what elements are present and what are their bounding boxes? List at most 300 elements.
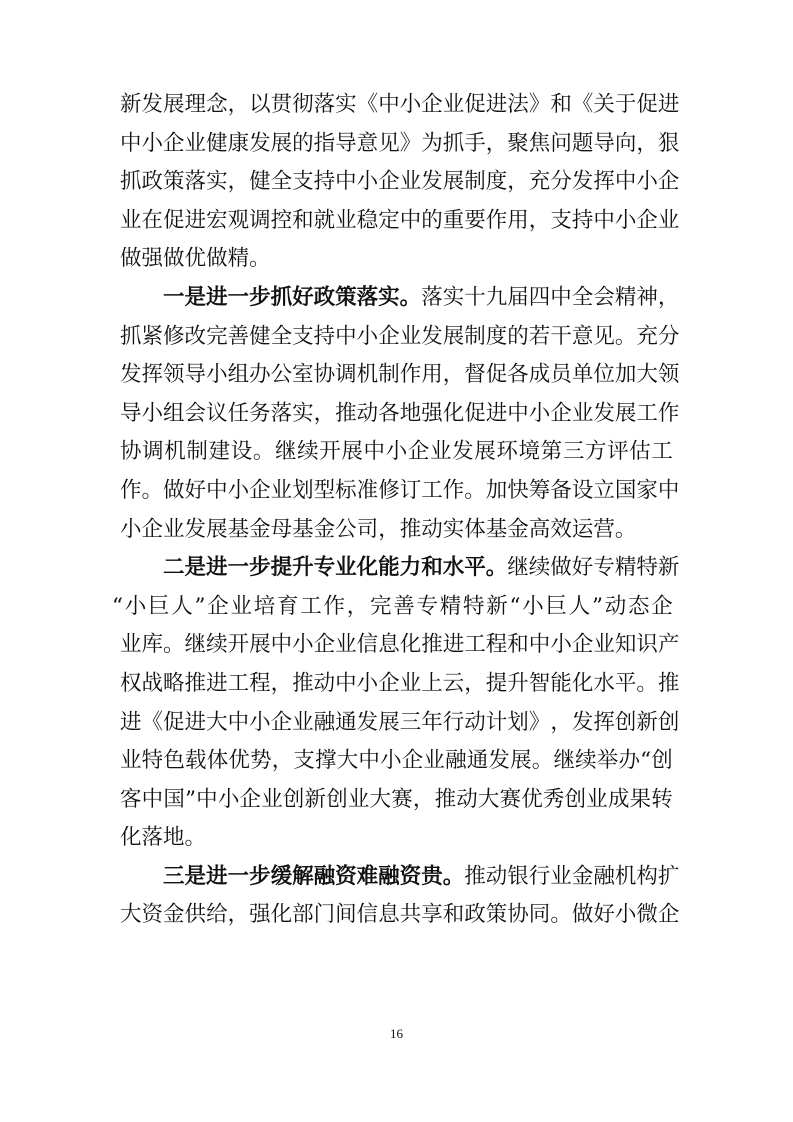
body-char: 继	[507, 555, 529, 581]
body-char: 指	[313, 130, 336, 156]
body-char: 见	[378, 130, 400, 156]
body-char: 好	[593, 902, 615, 928]
body-char: 评	[607, 439, 629, 465]
body-char: 专	[593, 555, 615, 581]
body-char: 精	[614, 284, 637, 310]
body-char: 给	[206, 902, 228, 928]
body-char: 聚	[507, 130, 529, 156]
body-char: 育	[276, 593, 299, 619]
body-char: 作	[485, 207, 508, 233]
body-char: 业	[335, 632, 357, 658]
body-char: ，	[464, 670, 486, 696]
body-char: 中	[206, 477, 228, 503]
body-char: 动	[485, 863, 508, 889]
body-char: 落	[270, 400, 293, 426]
body-char: 彻	[292, 92, 314, 117]
text-line	[120, 742, 673, 781]
body-char: 发	[120, 362, 142, 388]
body-char: 优	[228, 748, 250, 774]
body-char: 特	[141, 748, 164, 774]
heading-char: 专	[313, 555, 336, 581]
body-char: 企	[657, 902, 680, 928]
body-char: 金	[249, 516, 271, 542]
body-char: 促	[485, 362, 508, 388]
body-char: 创	[564, 786, 587, 812]
body-char: 和	[507, 632, 529, 658]
body-char: 地	[163, 825, 185, 851]
body-char: 四	[528, 284, 551, 310]
body-char: 。	[184, 825, 207, 851]
body-char: 共	[399, 902, 422, 928]
body-char: 举	[596, 748, 619, 774]
body-char: 中	[335, 169, 357, 195]
body-char: 载	[185, 748, 207, 774]
heading-char: 缓	[270, 863, 293, 889]
body-char: 做	[550, 555, 572, 581]
body-char: 家	[636, 477, 658, 503]
body-char: 分	[550, 169, 572, 195]
body-char: 基	[227, 516, 250, 542]
body-char: 继	[184, 632, 207, 658]
text-line	[120, 125, 680, 164]
body-char: 善	[227, 323, 250, 349]
body-char: 制	[186, 439, 208, 465]
body-char: 进	[657, 92, 680, 117]
body-char: 秀	[542, 786, 565, 812]
body-char: 强	[141, 246, 164, 272]
body-char: 云	[442, 670, 465, 696]
body-char: 地	[399, 400, 422, 426]
body-char: 机	[356, 362, 379, 388]
body-char: 企	[571, 632, 594, 658]
body-char: 精	[227, 246, 250, 272]
body-char: 全	[270, 169, 293, 195]
body-char: ，	[227, 169, 250, 195]
body-char: 业	[120, 748, 142, 774]
body-char: 重	[442, 207, 465, 233]
body-char: 小	[124, 593, 147, 619]
body-char: 中	[196, 786, 218, 812]
body-char: 成	[607, 786, 630, 812]
body-char: 强	[249, 902, 271, 928]
body-char: 中	[528, 632, 551, 658]
body-char: 。	[249, 246, 271, 272]
body-char: 产	[657, 632, 680, 658]
body-char: 划	[292, 477, 314, 503]
body-char: 分	[657, 323, 680, 349]
body-char: 发	[184, 516, 207, 542]
body-char: 巨	[147, 593, 170, 619]
body-char: 实	[206, 169, 228, 195]
body-char: 工	[227, 670, 250, 696]
body-char: 化	[120, 825, 142, 851]
body-char: 问	[550, 130, 572, 156]
heading-char: 。	[399, 284, 422, 310]
body-char: 略	[163, 670, 185, 696]
body-char: 成	[528, 362, 551, 388]
body-char: 促	[163, 709, 185, 735]
body-char: 组	[227, 362, 250, 388]
body-char: 作	[442, 477, 465, 503]
body-char: 室	[292, 362, 314, 388]
body-char: 年	[421, 709, 443, 735]
body-char: 供	[184, 902, 207, 928]
body-char: 抓	[120, 323, 142, 349]
body-char: 标	[335, 477, 357, 503]
body-char: 关	[593, 92, 615, 117]
body-char: 小	[292, 632, 314, 658]
body-char: 工	[300, 593, 322, 619]
body-char: ，	[442, 362, 465, 388]
body-char: 的	[507, 323, 529, 349]
body-char: 。	[614, 516, 637, 542]
body-char: 赛	[391, 786, 413, 812]
body-char: 三	[562, 439, 585, 465]
body-char: ，	[346, 593, 369, 619]
body-char: 抓	[442, 130, 465, 156]
body-char: 优	[184, 246, 207, 272]
body-char: 小	[217, 786, 240, 812]
body-char: 平	[614, 670, 637, 696]
body-char: 实	[442, 284, 465, 310]
body-char: 进	[485, 400, 508, 426]
body-char: 工	[636, 400, 658, 426]
heading-char: 是	[184, 863, 207, 889]
body-char: 展	[474, 439, 496, 465]
body-char: ”	[194, 593, 206, 619]
body-char: 小	[528, 400, 551, 426]
heading-char: 力	[399, 555, 422, 581]
body-char: 题	[571, 130, 594, 156]
body-char: 体	[464, 516, 486, 542]
body-char: 进	[485, 92, 508, 117]
body-char: 员	[550, 362, 572, 388]
body-char: 续	[206, 632, 228, 658]
text-line	[120, 626, 680, 665]
body-char: 小	[356, 670, 379, 696]
text-line	[120, 433, 673, 472]
body-char: 智	[528, 670, 551, 696]
body-char: 导	[335, 130, 357, 156]
heading-char: 好	[292, 284, 314, 310]
body-char: 动	[313, 670, 336, 696]
heading-char: 进	[206, 863, 228, 889]
body-char: 同	[528, 902, 551, 928]
heading-char: 。	[442, 863, 465, 889]
body-char: 工	[651, 439, 673, 465]
body-char: 度	[485, 323, 508, 349]
body-char: 小	[120, 516, 142, 542]
heading-char: 是	[184, 555, 207, 581]
body-char: 推	[399, 516, 422, 542]
body-char: 强	[421, 400, 443, 426]
body-char: 展	[378, 709, 400, 735]
body-char: 果	[629, 786, 652, 812]
body-char: 为	[421, 130, 443, 156]
body-char: 设	[230, 439, 253, 465]
body-char: 做	[163, 477, 185, 503]
body-char: 化	[571, 670, 594, 696]
text-line	[120, 819, 673, 858]
body-char: 观	[227, 207, 250, 233]
body-char: 中	[593, 207, 615, 233]
body-char: 企	[378, 670, 400, 696]
body-char: 中	[507, 400, 529, 426]
body-char: 业	[292, 709, 314, 735]
heading-char: 一	[227, 284, 250, 310]
text-line	[120, 704, 680, 743]
body-char: 小	[356, 323, 379, 349]
body-char: 息	[378, 902, 400, 928]
text-line	[120, 86, 680, 125]
body-char: 巨	[545, 593, 567, 619]
body-char: 好	[184, 477, 207, 503]
body-char: 水	[593, 670, 615, 696]
body-char: 企	[421, 92, 443, 117]
heading-char: 三	[163, 863, 185, 889]
body-char: 贯	[270, 92, 293, 117]
body-char: 客	[120, 786, 142, 812]
body-char: 企	[207, 593, 229, 619]
body-char: 权	[120, 670, 142, 696]
body-char: 企	[401, 748, 424, 774]
body-char: 程	[249, 670, 271, 696]
body-char: 特	[636, 555, 658, 581]
body-char: 企	[378, 323, 400, 349]
body-char: 促	[464, 92, 486, 117]
body-char: 转	[651, 786, 673, 812]
body-char: 推	[292, 670, 314, 696]
body-char: 构	[636, 863, 658, 889]
body-char: 各	[507, 362, 529, 388]
body-char: 推	[421, 632, 443, 658]
heading-char: 一	[227, 555, 250, 581]
body-char: 用	[421, 362, 443, 388]
body-char: ，	[227, 92, 250, 117]
body-char: 小	[636, 169, 658, 195]
body-char: 业	[657, 207, 680, 233]
body-char: 中	[227, 709, 250, 735]
body-char: 作	[120, 477, 142, 503]
body-char: 企	[239, 786, 262, 812]
body-char: 程	[485, 632, 508, 658]
body-char: 势	[250, 748, 272, 774]
body-char: 创	[282, 786, 305, 812]
body-char: 新	[657, 555, 680, 581]
body-char: 善	[393, 593, 415, 619]
body-char: 康	[227, 130, 250, 156]
body-char: 进	[184, 207, 207, 233]
body-char: 融	[593, 863, 615, 889]
body-char: 落	[421, 284, 443, 310]
body-char: 就	[313, 207, 336, 233]
body-char: 《	[141, 709, 164, 735]
body-char: 若	[528, 323, 551, 349]
body-char: 国	[614, 477, 637, 503]
heading-char: 贵	[421, 863, 443, 889]
body-char: 业	[586, 786, 608, 812]
body-char: ，	[485, 130, 508, 156]
body-char: 业	[184, 130, 207, 156]
body-char: 展	[510, 748, 532, 774]
heading-char: 抓	[270, 284, 293, 310]
body-char: 持	[571, 207, 594, 233]
body-char: 和	[292, 207, 314, 233]
body-char: 小	[380, 748, 402, 774]
heading-char: 一	[227, 863, 250, 889]
body-char: 第	[540, 439, 563, 465]
body-char: 业	[429, 439, 452, 465]
body-char: 会	[593, 284, 615, 310]
body-char: 意	[571, 323, 594, 349]
body-char: 于	[614, 92, 637, 117]
body-char: 干	[550, 323, 572, 349]
body-char: 推	[434, 786, 457, 812]
body-char: 紧	[141, 323, 164, 349]
body-char: 业	[593, 632, 615, 658]
heading-char: 进	[206, 555, 228, 581]
body-char: 做	[120, 246, 142, 272]
body-char: 体	[206, 748, 229, 774]
body-char: 化	[270, 902, 293, 928]
body-char: 加	[485, 477, 508, 503]
heading-char: 进	[206, 284, 228, 310]
body-char: 调	[249, 207, 271, 233]
body-char: 金	[571, 863, 594, 889]
body-char: 企	[636, 207, 658, 233]
body-char: 资	[141, 902, 164, 928]
body-char: 融	[445, 748, 467, 774]
body-char: 企	[550, 400, 572, 426]
body-char: 改	[184, 323, 207, 349]
body-char: 撑	[315, 748, 337, 774]
body-char: 业	[120, 207, 142, 233]
body-char: 落	[313, 92, 336, 117]
body-char: 特	[462, 593, 485, 619]
body-char: 赛	[499, 786, 522, 812]
body-char: 继	[274, 439, 297, 465]
body-char: 部	[292, 902, 314, 928]
body-char: 。	[464, 477, 486, 503]
heading-char: 步	[249, 555, 271, 581]
body-char: 发	[488, 748, 510, 774]
body-char: 备	[550, 477, 572, 503]
text-line	[120, 781, 673, 820]
body-char: 手	[464, 130, 486, 156]
body-char: 动	[421, 516, 443, 542]
body-char: 小	[614, 207, 637, 233]
body-char: 展	[270, 130, 293, 156]
heading-char: 提	[270, 555, 293, 581]
heading-char: 策	[335, 284, 357, 310]
body-char: 《	[571, 92, 594, 117]
body-char: 导	[184, 362, 207, 388]
body-char: 发	[452, 439, 474, 465]
body-char: ，	[270, 670, 293, 696]
body-char: 业	[550, 863, 572, 889]
body-char: 展	[206, 516, 228, 542]
body-char: 微	[636, 902, 658, 928]
body-char: 落	[141, 825, 164, 851]
body-char: 展	[442, 323, 465, 349]
heading-char: 政	[313, 284, 336, 310]
body-char: 展	[442, 169, 465, 195]
body-char: 升	[507, 670, 529, 696]
heading-char: 资	[399, 863, 422, 889]
body-char: 企	[163, 130, 185, 156]
body-char: 订	[399, 477, 422, 503]
body-char: 运	[571, 516, 594, 542]
body-char: 业	[347, 786, 370, 812]
body-char: 推	[184, 670, 207, 696]
body-char: 展	[163, 92, 185, 117]
body-char: 小	[522, 593, 544, 619]
body-char: 支	[293, 748, 315, 774]
body-char: 发	[593, 400, 615, 426]
body-char: 金	[163, 902, 185, 928]
body-char: 企	[249, 477, 271, 503]
body-char: 型	[313, 477, 336, 503]
body-char: 稳	[356, 207, 379, 233]
body-char: 中	[550, 284, 572, 310]
body-char: 环	[496, 439, 518, 465]
body-char: 小	[550, 632, 572, 658]
body-char: 企	[657, 169, 680, 195]
body-char: 神	[636, 284, 658, 310]
body-char: 化	[399, 632, 422, 658]
body-char: 色	[163, 748, 185, 774]
text-line	[120, 896, 680, 935]
text-line	[120, 202, 680, 241]
body-char: 任	[227, 400, 250, 426]
body-char: 进	[184, 709, 207, 735]
body-char: 持	[313, 169, 336, 195]
heading-char: 资	[335, 863, 357, 889]
body-char: 企	[378, 169, 400, 195]
body-char: 发	[141, 92, 164, 117]
body-char: 开	[227, 632, 250, 658]
body-char: 导	[120, 400, 142, 426]
body-char: 调	[335, 362, 357, 388]
body-char: 行	[442, 709, 465, 735]
body-char: ，	[550, 709, 572, 735]
body-char: 业	[423, 748, 445, 774]
body-char: 专	[416, 593, 438, 619]
body-char: 营	[593, 516, 615, 542]
body-char: 战	[141, 670, 164, 696]
body-char: 的	[292, 130, 314, 156]
body-char: 促	[636, 92, 658, 117]
document-body	[112, 86, 680, 935]
body-char: 机	[614, 863, 637, 889]
body-char: 用	[507, 207, 529, 233]
body-char: 中	[335, 323, 357, 349]
body-char: 制	[464, 323, 486, 349]
body-char: 中	[335, 670, 357, 696]
body-char: ”	[591, 593, 603, 619]
body-char: 业	[399, 670, 422, 696]
body-char: 。	[531, 748, 554, 774]
body-char: 十	[464, 284, 486, 310]
body-char: 健	[249, 169, 271, 195]
heading-char: 。	[485, 555, 508, 581]
body-char: 化	[442, 400, 465, 426]
body-char: 动	[456, 786, 478, 812]
body-char: 充	[636, 323, 658, 349]
body-char: 上	[421, 670, 443, 696]
heading-char: 平	[464, 555, 486, 581]
heading-char: 步	[249, 284, 271, 310]
